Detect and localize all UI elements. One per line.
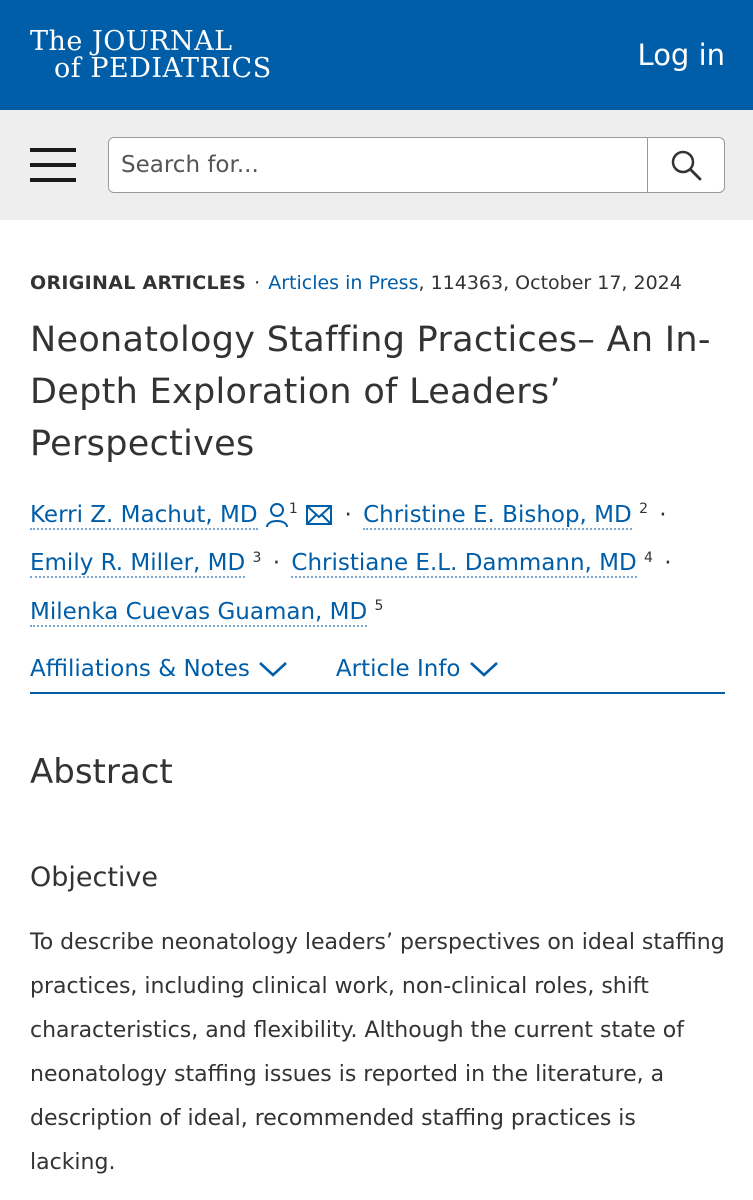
person-icon[interactable] [265, 502, 289, 528]
search-bar [0, 110, 753, 220]
article-tabs [30, 656, 725, 694]
author-list: Kerri Z. Machut, MD $^1$ · Christine E. Bishop, MD $^2$ · Emily R. Miller, MD $^3$ · Christiane E.L. Dammann, MD $^4$ · Milenka Cuevas Guaman, MD $^5$ [30, 501, 672, 625]
author-link[interactable]: Milenka Cuevas Guaman, MD [30, 598, 368, 625]
article-category: ORIGINAL ARTICLES [30, 272, 247, 294]
journal-logo[interactable] [30, 28, 272, 82]
tab-article-info[interactable] [336, 656, 499, 682]
articles-in-press-link[interactable]: Articles in Press [268, 272, 419, 294]
tab-label: Affiliations & Notes [30, 655, 250, 682]
chevron-down-icon [258, 660, 288, 678]
magnifier-icon [670, 149, 702, 181]
search-box [108, 137, 725, 193]
search-input[interactable] [109, 138, 647, 192]
author-affiliation-number: 2 [639, 501, 648, 517]
issue-details: , 114363, October 17, 2024 [418, 272, 682, 294]
logo-line-1: The JOURNAL [30, 26, 233, 57]
chevron-down-icon [469, 660, 499, 678]
tab-label: Article Info [335, 655, 461, 682]
hamburger-menu-icon[interactable] [30, 148, 76, 182]
objective-text: To describe neonatology leaders’ perspectives on ideal staffing practices, including clinical work, non-clinical roles, shift characteristics, and flexibility. Although the current state of neonatology staffing issues is reported in the literature, a description of ideal, recommended staffing practices is lacking. [30, 929, 725, 1175]
author-link[interactable]: Christiane E.L. Dammann, MD [291, 550, 637, 577]
envelope-icon[interactable] [305, 504, 333, 526]
author-affiliation-number: 3 [252, 549, 262, 566]
article-content [0, 272, 753, 1185]
site-header [0, 0, 753, 110]
tab-affiliations-notes[interactable] [30, 656, 288, 682]
author-affiliation-number: 1 [288, 501, 298, 517]
search-button[interactable] [647, 138, 724, 192]
logo-line-2: of PEDIATRICS [54, 53, 272, 84]
author-link[interactable]: Christine E. Bishop, MD [363, 501, 632, 528]
article-meta: ORIGINAL ARTICLES · Articles in Press, 114363, October 17, 2024 [30, 272, 682, 294]
author-link[interactable]: Kerri Z. Machut, MD [30, 501, 258, 528]
author-affiliation-number: 5 [374, 598, 384, 615]
abstract-heading: Abstract [30, 751, 173, 792]
author-link[interactable]: Emily R. Miller, MD [30, 550, 246, 577]
article-title: Neonatology Staffing Practices– An In-Depth Exploration of Leaders’ Perspectives [30, 320, 711, 464]
objective-heading: Objective [30, 861, 159, 893]
login-link[interactable]: Log in [637, 38, 725, 72]
author-affiliation-number: 4 [644, 549, 653, 566]
